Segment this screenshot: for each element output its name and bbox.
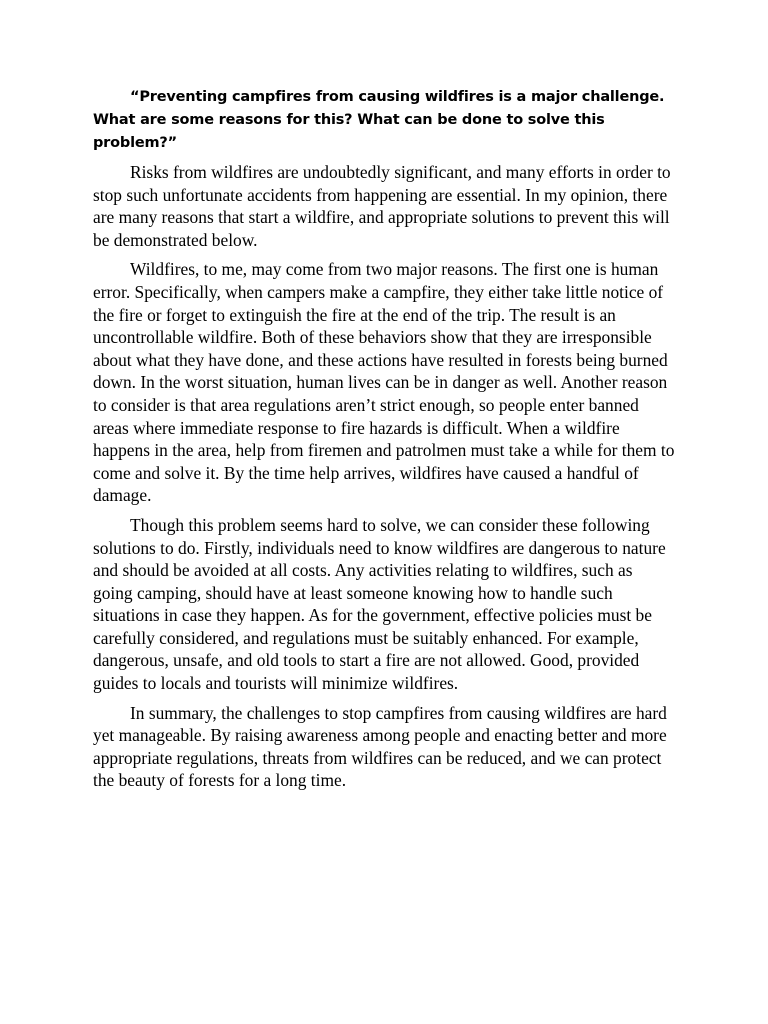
paragraph-introduction: Risks from wildfires are undoubtedly significant, and many efforts in order to stop such unfortunate accidents from happening are essential. In my opinion, there are many reasons that start a wildfire, and appropriate solutions to prevent this will be demonstrated below.: [93, 162, 671, 250]
paragraph-reasons: Wildfires, to me, may come from two major reasons. The first one is human error. Specifically, when campers make a campfire, they either take little notice of the fire or forget to extinguish the fire at the end of the trip. The result is an uncontrollable wildfire. Both of these behaviors show that they are irresponsible about what they have done, and these actions have resulted in forests being burned down. In the worst situation, human lives can be in danger as well. Another reason to consider is that area regulations aren’t strict enough, so people enter banned areas where immediate response to fire hazards is difficult. When a wildfire happens in the area, help from firemen and patrolmen must take a while for them to come and solve it. By the time help arrives, wildfires have caused a handful of damage.: [93, 259, 675, 506]
paragraph-conclusion: In summary, the challenges to stop campfires from causing wildfires are hard yet manageable. By raising awareness among people and enacting better and more appropriate regulations, threats from wildfires can be reduced, and we can protect the beauty of forests for a long time.: [93, 702, 667, 791]
essay-prompt: “Preventing campfires from causing wildfires is a major challenge. What are some reasons for this? What can be done to solve this problem?”: [93, 89, 665, 151]
paragraph-solutions: Though this problem seems hard to solve, we can consider these following solutions to do. Firstly, individuals need to know wildfires are dangerous to nature and should be avoided at all costs. Any activities relating to wildfires, such as going camping, should have at least someone knowing how to handle such situations in case they happen. As for the government, effective policies must be carefully considered, and regulations must be suitably enhanced. For example, dangerous, unsafe, and old tools to start a fire are not allowed. Good, provided guides to locals and tourists will minimize wildfires.: [93, 514, 666, 694]
